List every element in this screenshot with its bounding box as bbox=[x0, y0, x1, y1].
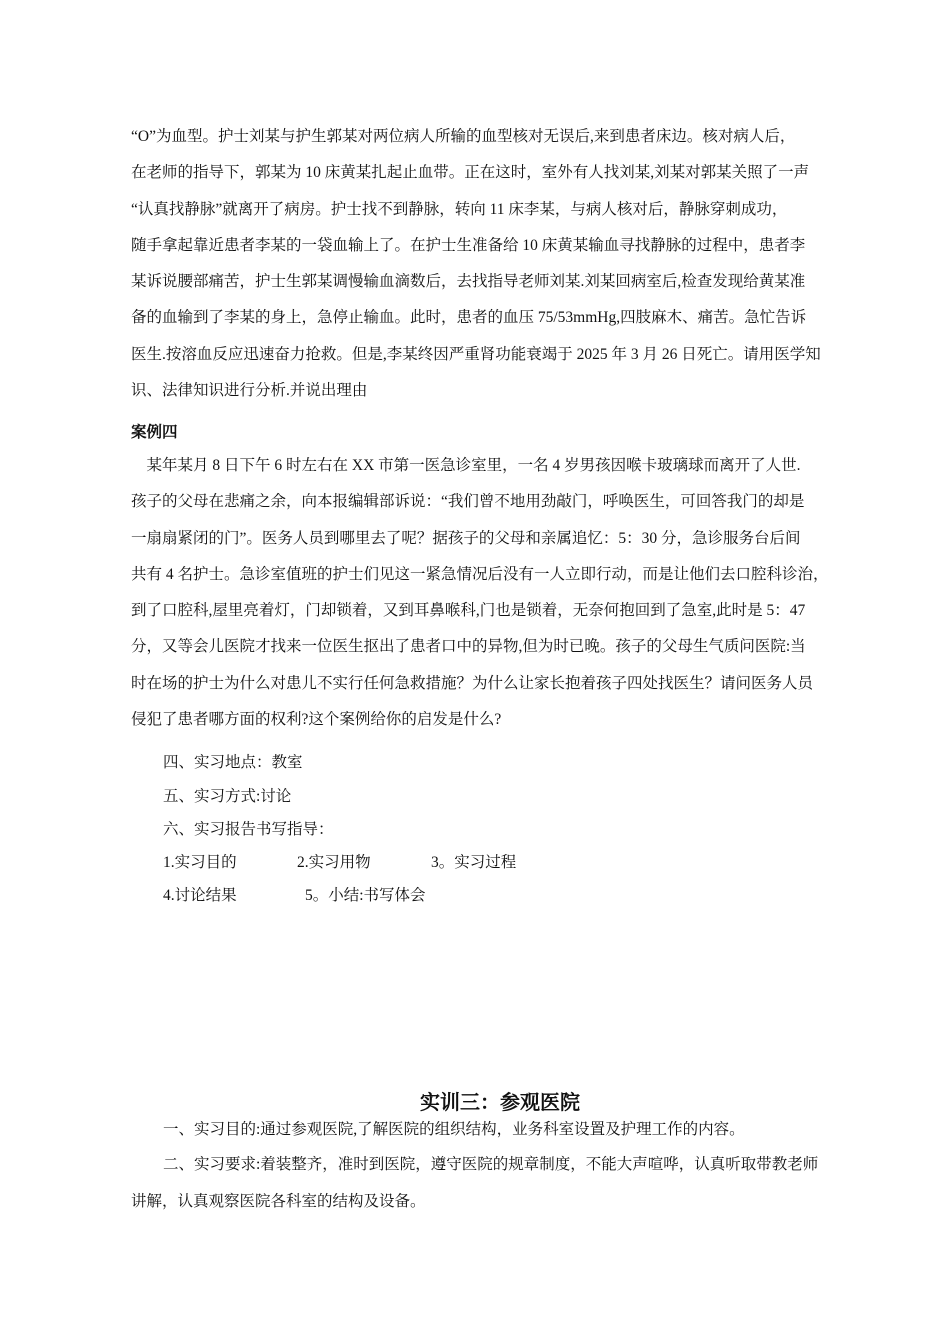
paragraph-line: 讲解，认真观察医院各科室的结构及设备。 bbox=[131, 1193, 426, 1210]
training3-title: 实训三：参观医院 bbox=[420, 1090, 580, 1114]
paragraph-line: 某年某月 8 日下午 6 时左右在 XX 市第一医急诊室里，一名 4 岁男孩因喉卡玻璃球而离开了人世. bbox=[131, 457, 801, 474]
guide-item: 5。小结:书写体会 bbox=[305, 887, 426, 904]
paragraph-line: 随手拿起靠近患者李某的一袋血输上了。在护士生准备给 10 床黄某输血寻找静脉的过程中，患者李 bbox=[131, 236, 806, 254]
section-method: 五、实习方式:讨论 bbox=[163, 788, 292, 805]
section-location: 四、实习地点：教室 bbox=[163, 754, 303, 771]
paragraph-line: 到了口腔科,屋里亮着灯，门却锁着，又到耳鼻喉科,门也是锁着，无奈何抱回到了急室,此时是 5：47 bbox=[131, 602, 806, 620]
paragraph-line: 备的血输到了李某的身上，急停止输血。此时，患者的血压 75/53mmHg,四肢麻木、痛苦。急忙告诉 bbox=[131, 309, 807, 327]
guide-list-row-1 bbox=[163, 850, 516, 872]
paragraph-line: 共有 4 名护士。急诊室值班的护士们见这一紧急情况后没有一人立即行动，而是让他们去口腔科诊治， bbox=[131, 565, 829, 583]
paragraph-line: “O”为血型。护士刘某与护生郭某对两位病人所输的血型核对无误后,来到患者床边。核对病人后， bbox=[131, 128, 796, 145]
case4-paragraph bbox=[131, 448, 875, 738]
paragraph-line: 侵犯了患者哪方面的权利?这个案例给你的启发是什么? bbox=[131, 711, 502, 729]
paragraph-line: 分，又等会儿医院才找来一位医生抠出了患者口中的异物,但为时已晚。孩子的父母生气质问医院:当 bbox=[131, 638, 806, 656]
paragraph-line: 孩子的父母在悲痛之余，向本报编辑部诉说：“我们曾不地用劲敲门，呼唤医生，可回答我门的却是 bbox=[131, 493, 805, 511]
paragraph-line: 一扇扇紧闭的门”。医务人员到哪里去了呢？据孩子的父母和亲属追忆：5：30 分，急诊服务台后间 bbox=[131, 529, 801, 547]
paragraph-line: 在老师的指导下，郭某为 10 床黄某扎起止血带。正在这时，室外有人找刘某,刘某对郭某关照了一声 bbox=[131, 164, 810, 182]
guide-item: 3。实习过程 bbox=[431, 854, 517, 871]
paragraph-line: 时在场的护士为什么对患儿不实行任何急救措施？为什么让家长抱着孩子四处找医生？请问医务人员 bbox=[131, 674, 814, 692]
paragraph-line: 医生.按溶血反应迅速奋力抢救。但是,李某终因严重肾功能衰竭于 2025 年 3 月 26 日死亡。请用医学知 bbox=[131, 345, 821, 363]
training3-requirements bbox=[131, 1146, 875, 1220]
guide-item: 1.实习目的 bbox=[163, 854, 237, 871]
paragraph-line: “认真找静脉”就离开了病房。护士找不到静脉，转向 11 床李某，与病人核对后，静脉穿刺成功， bbox=[131, 200, 788, 218]
training3-purpose: 一、实习目的:通过参观医院,了解医院的组织结构，业务科室设置及护理工作的内容。 bbox=[163, 1121, 745, 1138]
section-guide-title: 六、实习报告书写指导： bbox=[163, 821, 334, 838]
case4-heading: 案例四 bbox=[131, 423, 178, 441]
guide-list-row-2 bbox=[163, 883, 426, 905]
paragraph-line: 识、法律知识进行分析.并说出理由 bbox=[131, 382, 368, 400]
guide-item: 4.讨论结果 bbox=[163, 887, 237, 904]
paragraph-line: 某诉说腰部痛苦，护士生郭某调慢输血滴数后，去找指导老师刘某.刘某回病室后,检查发现给黄某准 bbox=[131, 273, 806, 291]
guide-item: 2.实习用物 bbox=[297, 854, 371, 871]
paragraph-line: 二、实习要求:着装整齐，准时到医院，遵守医院的规章制度，不能大声喧哗，认真听取带教老师 bbox=[163, 1156, 819, 1173]
case3-continuation-paragraph bbox=[131, 119, 875, 409]
